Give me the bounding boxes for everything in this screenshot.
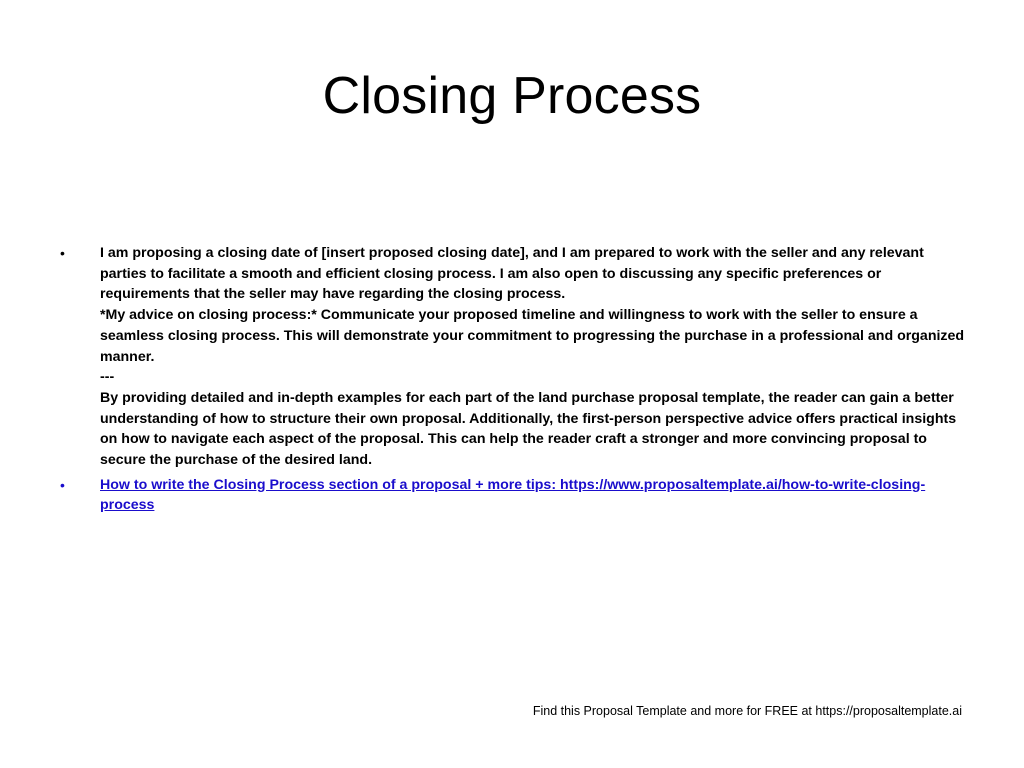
list-item (56, 243, 966, 471)
bullet-icon: • (60, 245, 65, 261)
paragraph-closing-date: I am proposing a closing date of [insert proposed closing date], and I am prepared to work with the seller and any relevant parties to facilitate a smooth and efficient closing process. I am also open to discussing any specific preferences or requirements that the seller may have regarding the closing process. (100, 245, 924, 303)
footer-note: Find this Proposal Template and more for FREE at https://proposaltemplate.ai (532, 704, 962, 718)
list-item (56, 475, 966, 516)
slide-title: Closing Process (322, 67, 702, 125)
paragraph-summary: By providing detailed and in-depth examples for each part of the land purchase proposal template, the reader can gain a better understanding of how to structure their own proposal. Additionally, the first-person perspective advice offers practical insights on how to navigate each aspect of the proposal. This can help the reader craft a stronger and more convincing proposal to secure the purchase of the desired land. (100, 389, 957, 469)
closing-process-tips-link[interactable]: How to write the Closing Process section of a proposal + more tips: https://www.proposaltemplate.ai/how-to-write-closing-process (100, 476, 926, 514)
paragraph-advice: *My advice on closing process:* Communicate your proposed timeline and willingness to work with the seller to ensure a seamless closing process. This will demonstrate your commitment to progressing the purchase in a professional and organized manner. (100, 307, 965, 365)
paragraph-separator: --- (100, 369, 115, 386)
bullet-list (56, 243, 966, 520)
bullet-icon: • (60, 476, 65, 493)
